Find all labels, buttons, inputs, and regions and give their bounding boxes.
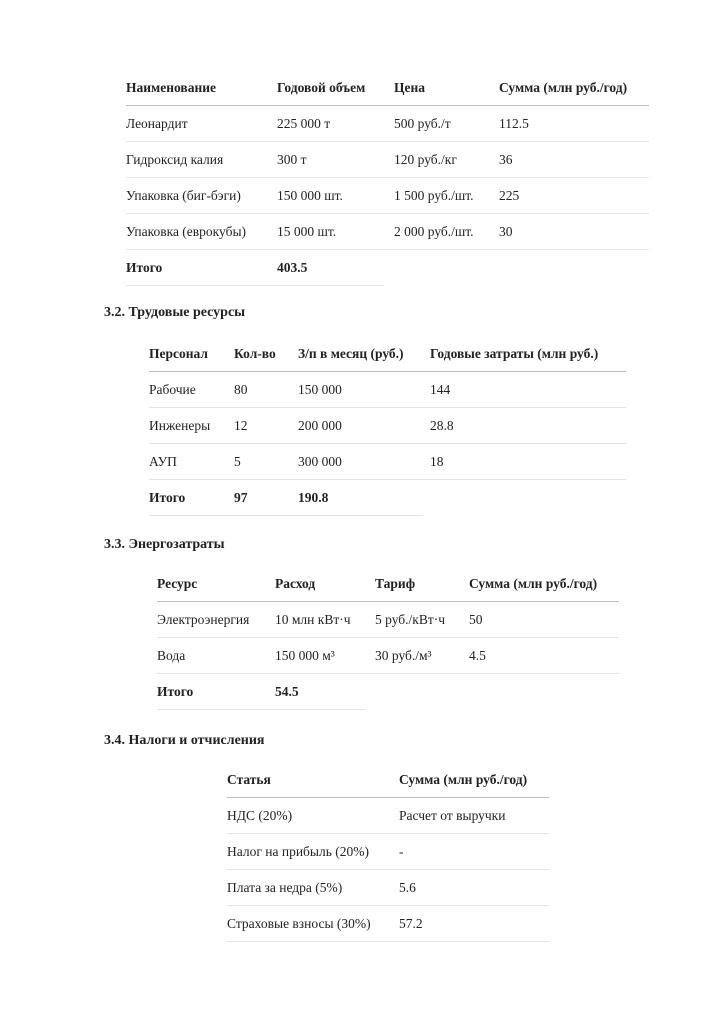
materials-table: [126, 70, 649, 286]
table-cell: Упаковка (еврокубы): [126, 223, 247, 239]
table-cell: 36: [499, 151, 513, 167]
section-heading-labor: 3.2. Трудовые ресурсы: [104, 305, 246, 320]
energy-table: [157, 566, 619, 710]
table-cell: Рабочие: [149, 381, 196, 397]
total-label: Итого: [126, 259, 163, 275]
table-cell: 5: [234, 453, 241, 469]
table-cell: Электроэнергия: [157, 611, 250, 627]
header-cell: З/п в месяц (руб.): [298, 345, 404, 361]
header-cell: Тариф: [375, 575, 416, 591]
table-row: [227, 798, 549, 834]
table-row: [126, 178, 649, 214]
table-cell: 28.8: [430, 417, 454, 433]
table-cell: НДС (20%): [227, 807, 293, 823]
table-cell: Леонардит: [126, 115, 188, 131]
table-cell: Страховые взносы (30%): [227, 915, 371, 931]
total-row: [126, 250, 384, 286]
table-cell: 57.2: [399, 915, 423, 931]
table-row: [149, 408, 626, 444]
table-cell: АУП: [149, 453, 177, 469]
table-cell: 2 000 руб./шт.: [394, 223, 474, 239]
header-cell: Годовые затраты (млн руб.): [430, 345, 599, 361]
table-cell: 80: [234, 381, 248, 397]
table-header: [157, 566, 619, 602]
table-cell: 12: [234, 417, 248, 433]
table-row: [126, 106, 649, 142]
table-row: [227, 906, 549, 942]
table-cell: Гидроксид калия: [126, 151, 224, 167]
header-cell: Сумма (млн руб./год): [469, 575, 598, 591]
table-cell: -: [399, 843, 404, 859]
table-header: [149, 336, 626, 372]
header-cell: Сумма (млн руб./год): [399, 771, 528, 787]
table-row: [157, 602, 619, 638]
table-cell: 300 т: [277, 151, 307, 167]
table-cell: 300 000: [298, 453, 342, 469]
table-cell: Инженеры: [149, 417, 211, 433]
header-cell: Расход: [275, 575, 316, 591]
table-cell: 5.6: [399, 879, 416, 895]
total-row: [149, 480, 423, 516]
table-header: [126, 70, 649, 106]
table-cell: Расчет от выручки: [399, 807, 506, 823]
table-cell: Упаковка (биг-бэги): [126, 187, 241, 203]
section-heading-energy: 3.3. Энергозатраты: [104, 537, 225, 552]
total-value: 190.8: [298, 489, 329, 505]
table-row: [157, 638, 619, 674]
header-cell: Статья: [227, 771, 271, 787]
table-cell: 50: [469, 611, 483, 627]
table-cell: 200 000: [298, 417, 342, 433]
table-row: [227, 870, 549, 906]
total-value: 54.5: [275, 683, 299, 699]
header-cell: Сумма (млн руб./год): [499, 79, 628, 95]
header-cell: Ресурс: [157, 575, 198, 591]
table-cell: 30: [499, 223, 513, 239]
table-cell: 225: [499, 187, 520, 203]
table-cell: 150 000 м³: [275, 647, 335, 663]
total-row: [157, 674, 365, 710]
table-cell: Вода: [157, 647, 186, 663]
table-row: [149, 444, 626, 480]
table-cell: 10 млн кВт·ч: [275, 611, 351, 627]
table-row: [126, 214, 649, 250]
header-cell: Персонал: [149, 345, 208, 361]
table-cell: 5 руб./кВт·ч: [375, 611, 446, 627]
table-cell: 150 000: [298, 381, 342, 397]
table-cell: Налог на прибыль (20%): [227, 843, 369, 859]
table-cell: 1 500 руб./шт.: [394, 187, 474, 203]
header-cell: Годовой объем: [277, 79, 366, 95]
table-cell: 18: [430, 453, 444, 469]
table-row: [227, 834, 549, 870]
table-cell: 150 000 шт.: [277, 187, 343, 203]
table-header: [227, 762, 549, 798]
total-label: Итого: [157, 683, 194, 699]
table-row: [149, 372, 626, 408]
table-cell: 112.5: [499, 115, 529, 131]
header-cell: Наименование: [126, 79, 216, 95]
table-cell: 225 000 т: [277, 115, 331, 131]
table-row: [126, 142, 649, 178]
table-cell: 144: [430, 381, 451, 397]
table-cell: 500 руб./т: [394, 115, 451, 131]
table-cell: 120 руб./кг: [394, 151, 457, 167]
table-cell: Плата за недра (5%): [227, 879, 343, 895]
labor-table: [149, 336, 626, 516]
taxes-table: [227, 762, 549, 942]
table-cell: 4.5: [469, 647, 486, 663]
total-value: 403.5: [277, 259, 308, 275]
header-cell: Цена: [394, 79, 426, 95]
section-heading-taxes: 3.4. Налоги и отчисления: [104, 733, 265, 748]
total-count: 97: [234, 489, 248, 505]
total-label: Итого: [149, 489, 186, 505]
header-cell: Кол-во: [234, 345, 276, 361]
table-cell: 15 000 шт.: [277, 223, 337, 239]
table-cell: 30 руб./м³: [375, 647, 432, 663]
